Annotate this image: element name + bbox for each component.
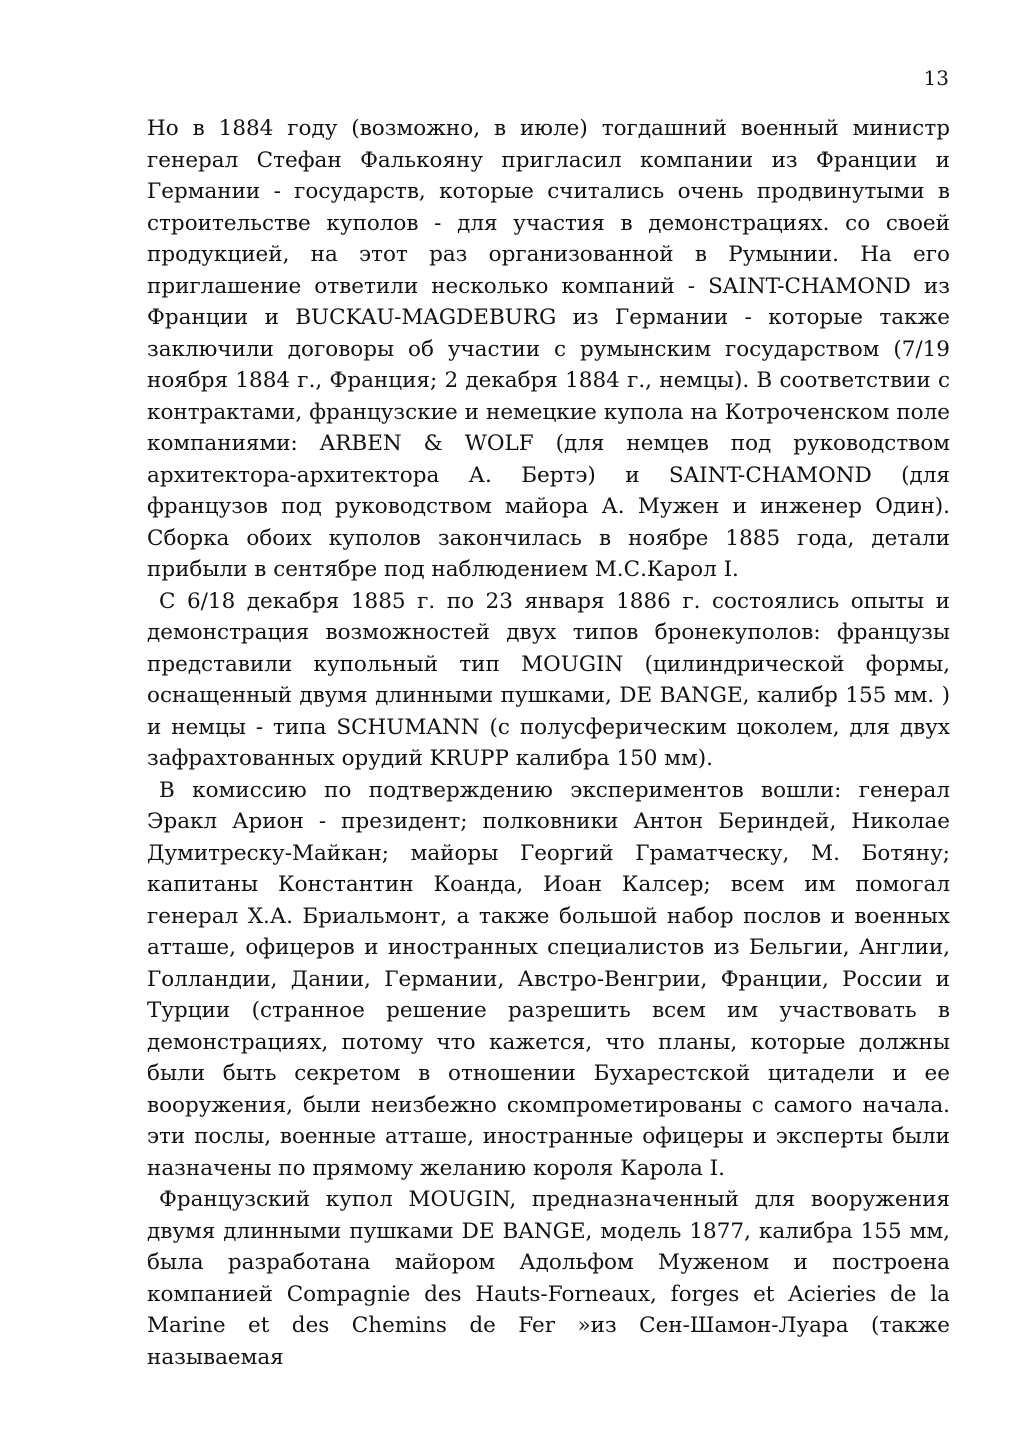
body-text xyxy=(147,113,950,1373)
paragraph: В комиссию по подтверждению экспериментов вошли: генерал Эракл Арион - президент; полковники Антон Бериндей, Николае Думитреску-Майкан; майоры Георгий Граматческу, М. Ботяну; капитаны Константин Коанда, Иоан Калсер; всем им помогал генерал Х.А. Бриальмонт, а также большой набор послов и военных атташе, офицеров и иностранных специалистов из Бельгии, Англии, Голландии, Дании, Германии, Австро-Венгрии, Франции, России и Турции (странное решение разрешить всем им участвовать в демонстрациях, потому что кажется, что планы, которые должны были быть секретом в отношении Бухарестской цитадели и ее вооружения, были неизбежно скомпрометированы с самого начала. эти послы, военные атташе, иностранные офицеры и эксперты были назначены по прямому желанию короля Карола I. xyxy=(147,777,950,1181)
page-number: 13 xyxy=(923,66,949,90)
paragraph: Но в 1884 году (возможно, в июле) тогдашний военный министр генерал Стефан Фалькояну пригласил компании из Франции и Германии - государств, которые считались очень продвинутыми в строительстве куполов - для участия в демонстрациях. со своей продукцией, на этот раз организованной в Румынии. На его приглашение ответили несколько компаний - SAINT-CHAMOND из Франции и BUCKAU-MAGDEBURG из Германии - которые также заключили договоры об участии с румынским государством (7/19 ноября 1884 г., Франция; 2 декабря 1884 г., немцы). В соответствии с контрактами, французские и немецкие купола на Котроченском поле компаниями: ARBEN & WOLF (для немцев под руководством архитектора-архитектора А. Бертэ) и SAINT-CHAMOND (для французов под руководством майора А. Мужен и инженер Один). Сборка обоих куполов закончилась в ноябре 1885 года, детали прибыли в сентябре под наблюдением М.С.Карол I. xyxy=(147,116,950,582)
paragraph: С 6/18 декабря 1885 г. по 23 января 1886 г. состоялись опыты и демонстрация возможностей двух типов бронекуполов: французы представили купольный тип MOUGIN (цилиндрической формы, оснащенный двумя длинными пушками, DE BANGE, калибр 155 мм. ) и немцы - типа SCHUMANN (с полусферическим цоколем, для двух зафрахтованных орудий KRUPP калибра 150 мм). xyxy=(147,588,950,771)
paragraph: Французский купол MOUGIN, предназначенный для вооружения двумя длинными пушками DE BANGE, модель 1877, калибра 155 мм, была разработана майором Адольфом Муженом и построена компанией Compagnie des Hauts-Forneaux, forges et Acieries de la Marine et des Chemins de Fer »из Сен-Шамон-Луара (также называемая xyxy=(147,1187,950,1370)
